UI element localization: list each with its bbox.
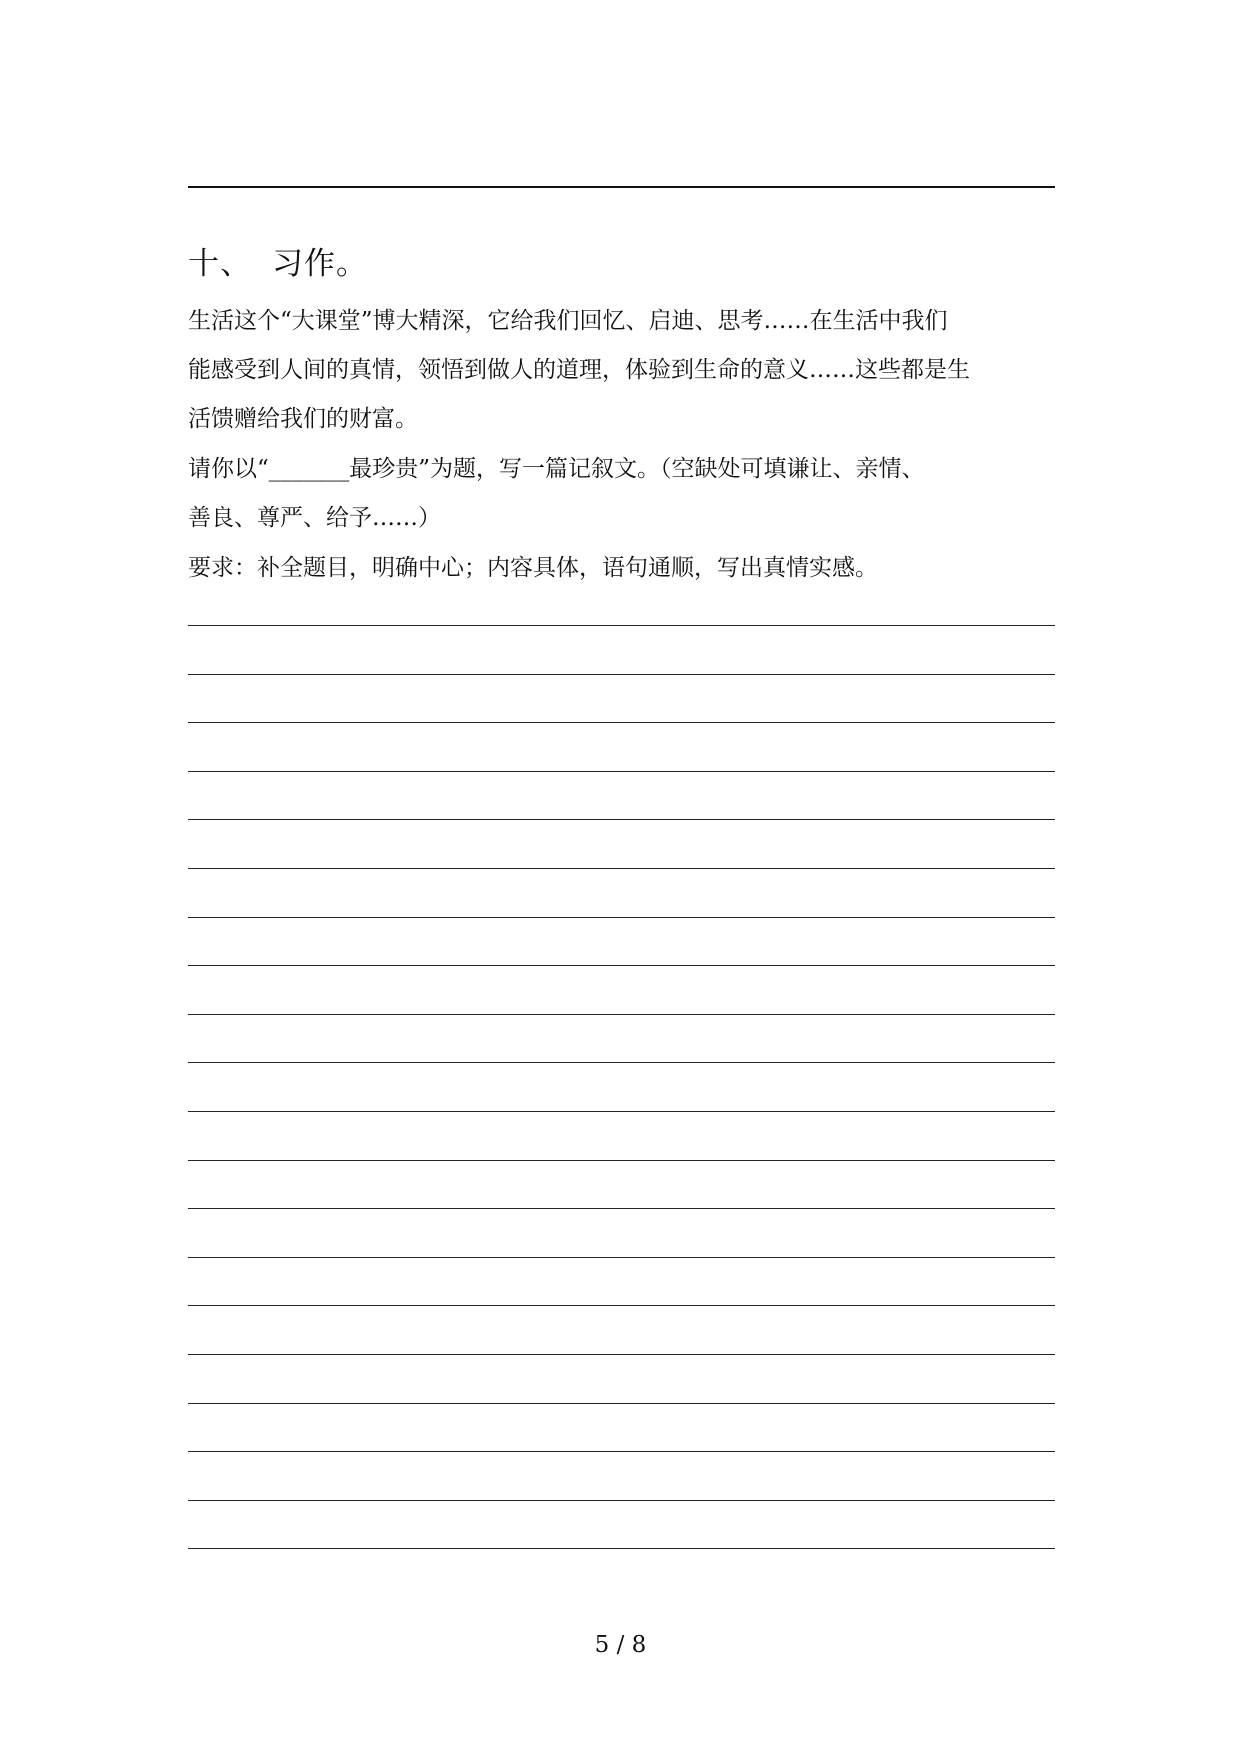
writing-line[interactable]	[188, 722, 1055, 723]
section-number: 十、	[188, 246, 252, 282]
writing-line[interactable]	[188, 1257, 1055, 1258]
writing-line[interactable]	[188, 1014, 1055, 1015]
writing-line[interactable]	[188, 771, 1055, 772]
writing-line[interactable]	[188, 868, 1055, 869]
writing-line[interactable]	[188, 1354, 1055, 1355]
instruction-line-2: 善良、尊严、给予……）	[188, 505, 441, 531]
writing-line[interactable]	[188, 1208, 1055, 1209]
writing-line[interactable]	[188, 819, 1055, 820]
section-title: 习作。	[272, 246, 368, 282]
section-heading	[188, 244, 368, 284]
writing-line[interactable]	[188, 1305, 1055, 1306]
writing-line[interactable]	[188, 674, 1055, 675]
paragraph-line-3: 活馈赠给我们的财富。	[188, 406, 418, 432]
writing-line[interactable]	[188, 625, 1055, 626]
header-rule	[188, 186, 1055, 188]
instruction-line-1: 请你以“_______最珍贵”为题，写一篇记叙文。（空缺处可填谦让、亲情、	[188, 456, 925, 482]
writing-line[interactable]	[188, 965, 1055, 966]
writing-line[interactable]	[188, 1451, 1055, 1452]
page-number: 5 / 8	[594, 1632, 647, 1658]
writing-line[interactable]	[188, 1500, 1055, 1501]
writing-line[interactable]	[188, 1548, 1055, 1549]
writing-line[interactable]	[188, 1111, 1055, 1112]
paragraph-line-1: 生活这个“大课堂”博大精深，它给我们回忆、启迪、思考……在生活中我们	[188, 308, 948, 334]
writing-line[interactable]	[188, 917, 1055, 918]
writing-line[interactable]	[188, 1160, 1055, 1161]
requirements-line: 要求：补全题目，明确中心；内容具体，语句通顺，写出真情实感。	[188, 555, 878, 581]
writing-line[interactable]	[188, 1403, 1055, 1404]
paragraph-line-2: 能感受到人间的真情，领悟到做人的道理，体验到生命的意义……这些都是生	[188, 357, 970, 383]
writing-line[interactable]	[188, 1062, 1055, 1063]
